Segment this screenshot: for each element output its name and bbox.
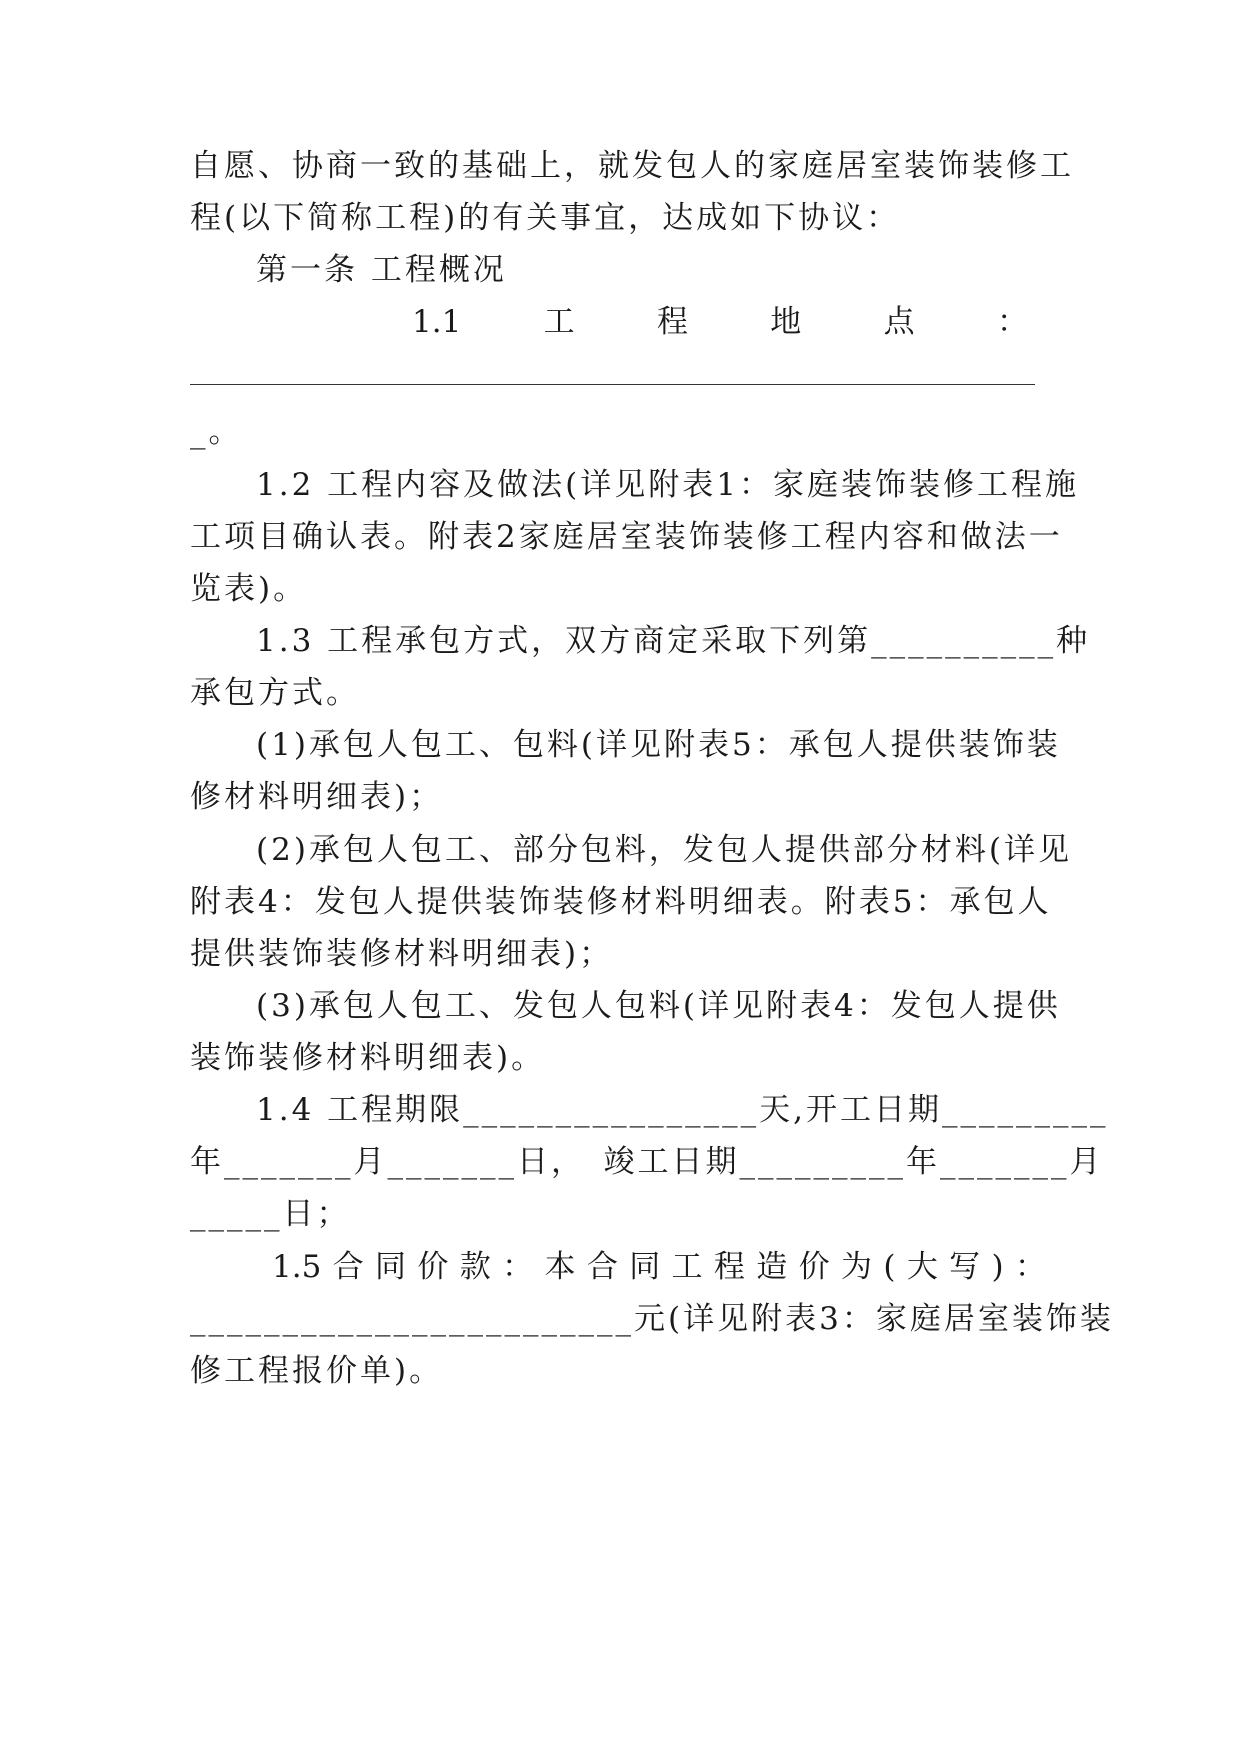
paragraph-line: 程(以下简称工程)的有关事宜，达成如下协议： [190,200,901,236]
paragraph-line: 自愿、协商一致的基础上，就发包人的家庭居室装饰装修工 [190,148,1074,184]
paragraph-line: 承包方式。 [190,675,360,711]
clause-char: 价 [417,1249,449,1285]
clause-number: 1.5 [272,1249,322,1285]
clause-char: 大 [906,1249,938,1285]
clause-1-1-heading [412,302,1028,342]
clause-char: 合 [586,1249,618,1285]
paragraph-line: 装饰装修材料明细表)。 [190,1040,546,1076]
clause-char: 工 [543,304,575,340]
clause-char: 款 [459,1249,491,1285]
clause-number: 1.1 [412,304,462,340]
blank-underline [190,384,1035,385]
paragraph-line: 修材料明细表)； [190,779,444,815]
clause-char: 价 [798,1249,830,1285]
clause-char: 为 [840,1249,872,1285]
clause-char: ： [502,1249,534,1285]
clause-char: 工 [671,1249,703,1285]
clause-char: 程 [656,304,688,340]
paragraph-line: (3)承包人包工、发包人包料(详见附表4：发包人提供 [256,988,1061,1024]
paragraph-line: 年_______月_______日， 竣工日期_________年_______月 [190,1144,1104,1180]
paragraph-line: _____日； [190,1196,351,1232]
paragraph-line: 1.2 工程内容及做法(详见附表1：家庭装饰装修工程施 [256,467,1079,503]
paragraph-line: _。 [190,414,243,450]
clause-char: 本 [544,1249,576,1285]
paragraph-line: 览表)。 [190,571,308,607]
article-heading: 第一条 工程概况 [256,252,507,288]
paragraph-line: 提供装饰装修材料明细表)； [190,936,614,972]
paragraph-line: (1)承包人包工、包料(详见附表5：承包人提供装饰装 [256,727,1061,763]
paragraph-line: (2)承包人包工、部分包料，发包人提供部分材料(详见 [256,832,1073,868]
clause-char: ( [883,1249,896,1285]
paragraph-line: 1.3 工程承包方式，双方商定采取下列第__________种 [256,623,1091,659]
clause-char: 同 [629,1249,661,1285]
paragraph-line: 1.4 工程期限________________天,开工日期_________ [256,1092,1109,1128]
clause-char: 程 [713,1249,745,1285]
clause-char: 同 [375,1249,407,1285]
clause-char: ： [1015,1249,1046,1285]
paragraph-line: 附表4：发包人提供装饰装修材料明细表。附表5：承包人 [190,884,1052,920]
clause-char: 地 [770,304,802,340]
clause-char: 合 [332,1249,364,1285]
paragraph-line: 修工程报价单)。 [190,1353,444,1389]
paragraph-line: 工项目确认表。附表2家庭居室装饰装修工程内容和做法一 [190,519,1063,555]
clause-1-5-heading [272,1247,1046,1287]
clause-char: ) [991,1249,1004,1285]
clause-colon: ： [996,304,1028,340]
clause-char: 点 [883,304,915,340]
clause-char: 造 [756,1249,788,1285]
paragraph-line: ________________________元(详见附表3：家庭居室装饰装 [190,1301,1114,1337]
clause-char: 写 [949,1249,981,1285]
